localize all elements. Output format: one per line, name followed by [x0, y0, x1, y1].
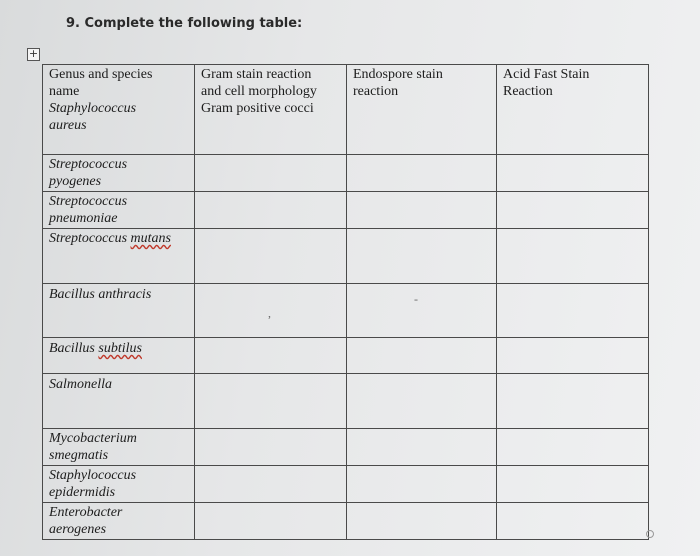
table-cell[interactable]: [195, 503, 347, 540]
header-acid-fast-reaction: Reaction: [503, 84, 553, 99]
table-cell[interactable]: [195, 338, 347, 374]
table-cell[interactable]: [497, 284, 649, 338]
table-cell[interactable]: [347, 338, 497, 374]
table-row: [43, 229, 649, 284]
table-cell[interactable]: [195, 155, 347, 192]
bacteria-table: [42, 64, 649, 540]
question-heading: 9. Complete the following table:: [66, 16, 303, 31]
header-endospore: Endospore stain: [353, 67, 443, 82]
table-cell[interactable]: [347, 503, 497, 540]
table-cell[interactable]: [497, 429, 649, 466]
table-cell[interactable]: [347, 374, 497, 429]
table-cell[interactable]: [347, 284, 497, 338]
table-cell[interactable]: [347, 192, 497, 229]
organism-name: Salmonella: [49, 377, 112, 392]
table-cell[interactable]: [43, 338, 195, 374]
table-cell[interactable]: [497, 192, 649, 229]
table-cell[interactable]: [43, 284, 195, 338]
table-cell[interactable]: [43, 229, 195, 284]
header-genus-species-name: name: [49, 84, 80, 99]
stray-pen-mark: ,: [268, 306, 271, 320]
table-cell[interactable]: [43, 374, 195, 429]
table-row: [43, 374, 649, 429]
table-row: [43, 338, 649, 374]
header-genus-species: Genus and species: [49, 67, 153, 82]
header-gram-stain: Gram stain reaction: [201, 67, 312, 82]
organism-name: pneumoniae: [49, 211, 118, 226]
organism-name: Staphylococcus: [49, 468, 137, 483]
organism-genus: Bacillus: [49, 341, 99, 356]
table-cell[interactable]: [497, 338, 649, 374]
table-row: [43, 192, 649, 229]
table-cell[interactable]: [347, 429, 497, 466]
organism-name: aureus: [49, 118, 87, 133]
table-cell[interactable]: [497, 65, 649, 155]
table-cell[interactable]: [43, 192, 195, 229]
table-cell[interactable]: [195, 192, 347, 229]
table-cell[interactable]: [347, 155, 497, 192]
table-cell[interactable]: [43, 503, 195, 540]
table-row: [43, 429, 649, 466]
table-cell[interactable]: [43, 466, 195, 503]
organism-name: [49, 340, 188, 357]
organism-name: Enterobacter: [49, 505, 123, 520]
organism-name: aerogenes: [49, 522, 107, 537]
table-cell[interactable]: [195, 374, 347, 429]
gram-stain-answer: Gram positive cocci: [201, 101, 314, 116]
stray-pen-mark: -: [414, 292, 418, 306]
table-row: [43, 503, 649, 540]
organism-name: [49, 230, 188, 247]
table-cell[interactable]: [347, 466, 497, 503]
table-row: [43, 155, 649, 192]
organism-name: Mycobacterium: [49, 431, 137, 446]
header-endospore-reaction: reaction: [353, 84, 399, 99]
header-cell-morphology: and cell morphology: [201, 84, 317, 99]
organism-name: epidermidis: [49, 485, 116, 500]
table-row: [43, 65, 649, 155]
table-cell[interactable]: [43, 429, 195, 466]
organism-genus: Streptococcus: [49, 231, 131, 246]
header-acid-fast: Acid Fast Stain: [503, 67, 590, 82]
table-cell[interactable]: [195, 466, 347, 503]
organism-name: Streptococcus: [49, 194, 128, 209]
table-cell[interactable]: [497, 466, 649, 503]
plus-move-icon[interactable]: +: [28, 47, 39, 60]
table-cell[interactable]: [497, 503, 649, 540]
spellcheck-underlined-word: subtilus: [98, 341, 142, 356]
table-cell[interactable]: [195, 429, 347, 466]
table-cell[interactable]: [195, 229, 347, 284]
organism-name: pyogenes: [49, 174, 102, 189]
organism-name: smegmatis: [49, 448, 109, 463]
organism-name: Streptococcus: [49, 157, 128, 172]
spellcheck-underlined-word: mutans: [130, 231, 171, 246]
table-cell[interactable]: [347, 229, 497, 284]
table-cell[interactable]: [497, 374, 649, 429]
table-row: [43, 466, 649, 503]
organism-name: Bacillus anthracis: [49, 287, 152, 302]
table-cell[interactable]: [195, 65, 347, 155]
table-cell[interactable]: [347, 65, 497, 155]
table-cell[interactable]: [497, 155, 649, 192]
table-row: [43, 284, 649, 338]
table-cell[interactable]: [43, 65, 195, 155]
table-cell[interactable]: [43, 155, 195, 192]
organism-name: Staphylococcus: [49, 101, 137, 116]
table-cell[interactable]: [497, 229, 649, 284]
table-resize-handle[interactable]: [646, 530, 654, 538]
